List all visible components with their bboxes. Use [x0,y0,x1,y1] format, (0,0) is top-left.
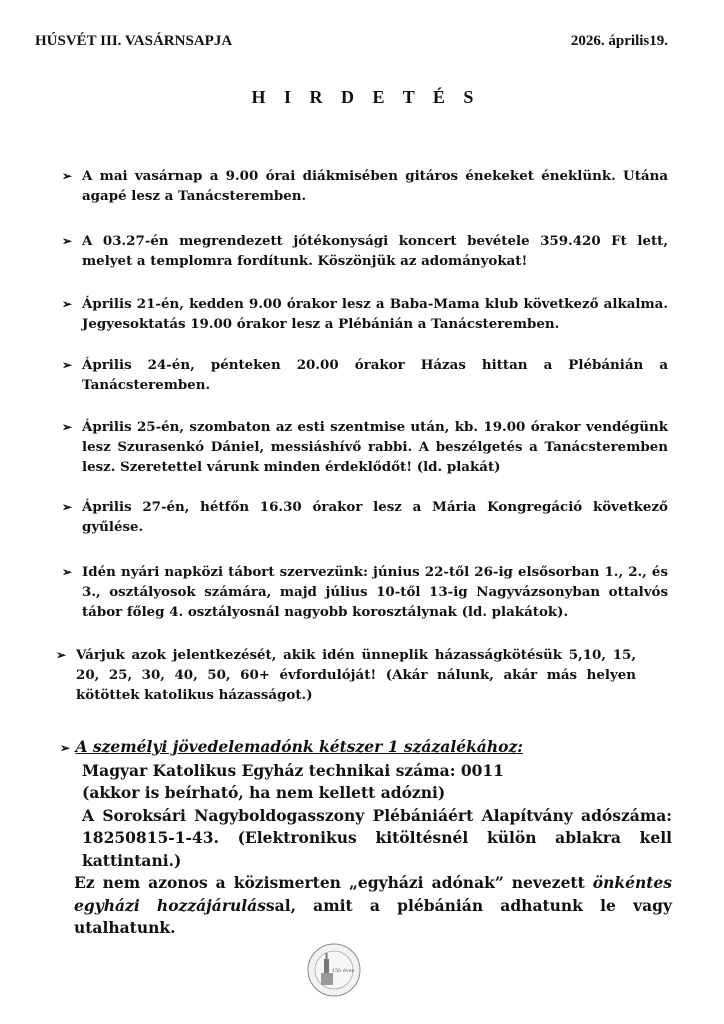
tax-section [60,736,672,940]
announcement-item [56,645,636,705]
announcement-item [62,497,668,537]
announcement-text: Idén nyári napközi tábort szervezünk: június 22-től 26-ig elsősorban 1., 2., és 3., osztályosok számára, majd július 10-től 13-ig Nagyvázsonyban ottalvós tábor főleg 4. osztályosnál nagyobb korosztálynak (ld. plakátok). [82,564,668,620]
tax-note-italic: önkéntes egyházi hozzájárulás [74,873,672,915]
announcement-item [62,231,668,271]
header-date: 2026. április19. [570,33,668,49]
announcement-text: A 03.27-én megrendezett jótékonysági koncert bevétele 359.420 Ft lett, melyet a templomra fordítunk. Köszönjük az adományokat! [82,233,668,269]
tax-heading: A személyi jövedelemadónk kétszer 1 százalékához: [75,737,523,756]
parish-seal-icon [307,943,361,997]
announcement-text: Április 27-én, hétfőn 16.30 órakor lesz a Mária Kongregáció következő gyűlése. [82,499,668,535]
arrow-bullet-icon: ➢ [60,741,71,755]
header-occasion: HÚSVÉT III. VASÁRNSAPJA [35,33,233,49]
tax-foundation: A Soroksári Nagyboldogasszony Plébániáért Alapítvány adószáma: 18250815-1-43. (Elektronikus kitöltésnél külön ablakra kell kattintani.) [82,805,672,870]
arrow-bullet-icon: ➢ [56,648,67,662]
page-title: H I R D E T É S [251,87,481,107]
tax-note: (akkor is beírható, ha nem kellett adózni) [82,783,446,802]
announcement-item [62,562,668,622]
arrow-bullet-icon: ➢ [62,500,73,514]
tax-voluntary-note [60,872,672,940]
arrow-bullet-icon: ➢ [62,565,73,579]
arrow-bullet-icon: ➢ [62,358,73,372]
announcement-text: Április 24-én, pénteken 20.00 órakor Házas hittan a Plébánián a Tanácsteremben. [82,357,668,393]
announcement-text: Várjuk azok jelentkezését, akik idén ünneplik házasságkötésük 5,10, 15, 20, 25, 30, 40, 50, 60+ évfordulóját! (Akár nálunk, akár más helyen kötöttek katolikus házasságot.) [76,647,636,703]
announcement-text: Április 25-én, szombaton az esti szentmise után, kb. 19.00 órakor vendégünk lesz Szurasenkó Dániel, messiáshívő rabbi. A beszélgetés a Tanácsteremben lesz. Szeretettel várunk minden érdeklődőt! (ld. plakát) [82,419,668,475]
arrow-bullet-icon: ➢ [62,234,73,248]
announcement-text: A mai vasárnap a 9.00 órai diákmisében gitáros énekeket éneklünk. Utána agapé lesz a Tanácsteremben. [82,168,668,204]
announcement-item [62,417,668,477]
announcement-item [62,355,668,395]
arrow-bullet-icon: ➢ [62,297,73,311]
announcement-item [62,294,668,334]
announcement-text: Április 21-én, kedden 9.00 órakor lesz a Baba-Mama klub következő alkalma. Jegyesoktatás 19.00 órakor lesz a Plébánián a Tanácsteremben. [82,296,668,332]
seal-years: 150 éves [331,968,355,974]
tax-note-start: Ez nem azonos a közismerten „egyházi adónak” nevezett [74,873,593,892]
tax-technical-number: Magyar Katolikus Egyház technikai száma: 0011 [82,760,504,780]
arrow-bullet-icon: ➢ [62,169,73,183]
arrow-bullet-icon: ➢ [62,420,73,434]
tax-note-end: sal, amit a plébánián adhatunk le vagy utalhatunk. [74,895,672,937]
announcement-item [62,166,668,206]
